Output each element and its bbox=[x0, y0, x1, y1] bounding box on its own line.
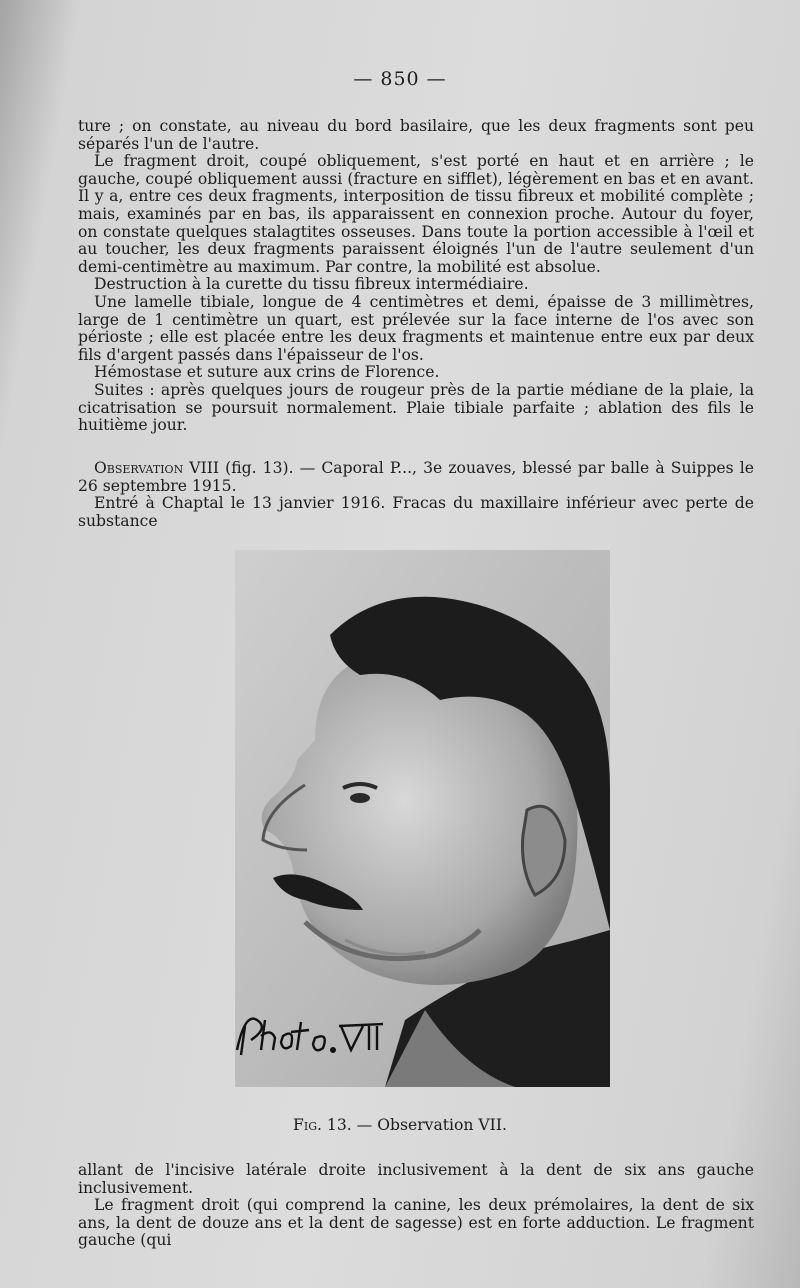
paragraph: ture ; on constate, au niveau du bord basilaire, que les deux fragments sont peu séparés l'un de l'autre. bbox=[78, 117, 754, 153]
caption-prefix: Fig. bbox=[293, 1116, 322, 1134]
paragraph: Destruction à la curette du tissu fibreux intermédiaire. bbox=[94, 275, 529, 294]
patient-photograph bbox=[235, 550, 610, 1087]
observation-block bbox=[78, 460, 754, 530]
paragraph: Suites : après quelques jours de rougeur près de la partie médiane de la plaie, la cicatrisation se poursuit normalement. Plaie tibiale parfaite ; ablation des fils le huitième jour. bbox=[78, 380, 754, 435]
portrait-illustration bbox=[235, 550, 610, 1087]
text-block-bottom bbox=[78, 1162, 754, 1250]
observation-text: VIII (fig. 13). — Caporal P..., 3e zouaves, blessé par balle à Suippes le 26 septembre 1915. bbox=[78, 459, 754, 495]
page-number: — 850 — bbox=[353, 68, 447, 90]
observation-entry: Entré à Chaptal le 13 janvier 1916. Fracas du maxillaire inférieur avec perte de substance bbox=[78, 494, 754, 530]
caption-text: 13. — Observation VII. bbox=[321, 1116, 507, 1134]
paragraph: allant de l'incisive latérale droite inclusivement à la dent de six ans gauche inclusivement. bbox=[78, 1161, 754, 1197]
observation-label: Observation bbox=[94, 459, 184, 477]
paragraph: Le fragment droit, coupé obliquement, s'est porté en haut et en arrière ; le gauche, coupé obliquement aussi (fracture en sifflet), légèrement en bas et en avant. Il y a, entre ces deux fragments, interposition de tissu fibreux et mobilité complète ; mais, examinés par en bas, ils apparaissent en connexion proche. Autour du foyer, on constate quelques stalagtites osseuses. Dans toute la portion accessible à l'œil et au toucher, les deux fragments paraissent éloignés l'un de l'autre seulement d'un demi-centimètre au maximum. Par contre, la mobilité est absolue. bbox=[78, 152, 754, 276]
text-block-top bbox=[78, 118, 754, 435]
paragraph: Une lamelle tibiale, longue de 4 centimètres et demi, épaisse de 3 millimètres, large de 1 centimètre un quart, est prélevée sur la face interne de l'os avec son périoste ; elle est placée entre les deux fragments et maintenue entre eux par deux fils d'argent passés dans l'épaisseur de l'os. bbox=[78, 292, 754, 364]
figure-caption bbox=[0, 1116, 800, 1134]
paragraph: Hémostase et suture aux crins de Florence. bbox=[94, 363, 440, 382]
paragraph: Le fragment droit (qui comprend la canine, les deux prémolaires, la dent de six ans, la dent de douze ans et la dent de sagesse) est en forte adduction. Le fragment gauche (qui bbox=[78, 1196, 754, 1250]
observation-heading bbox=[78, 460, 754, 495]
